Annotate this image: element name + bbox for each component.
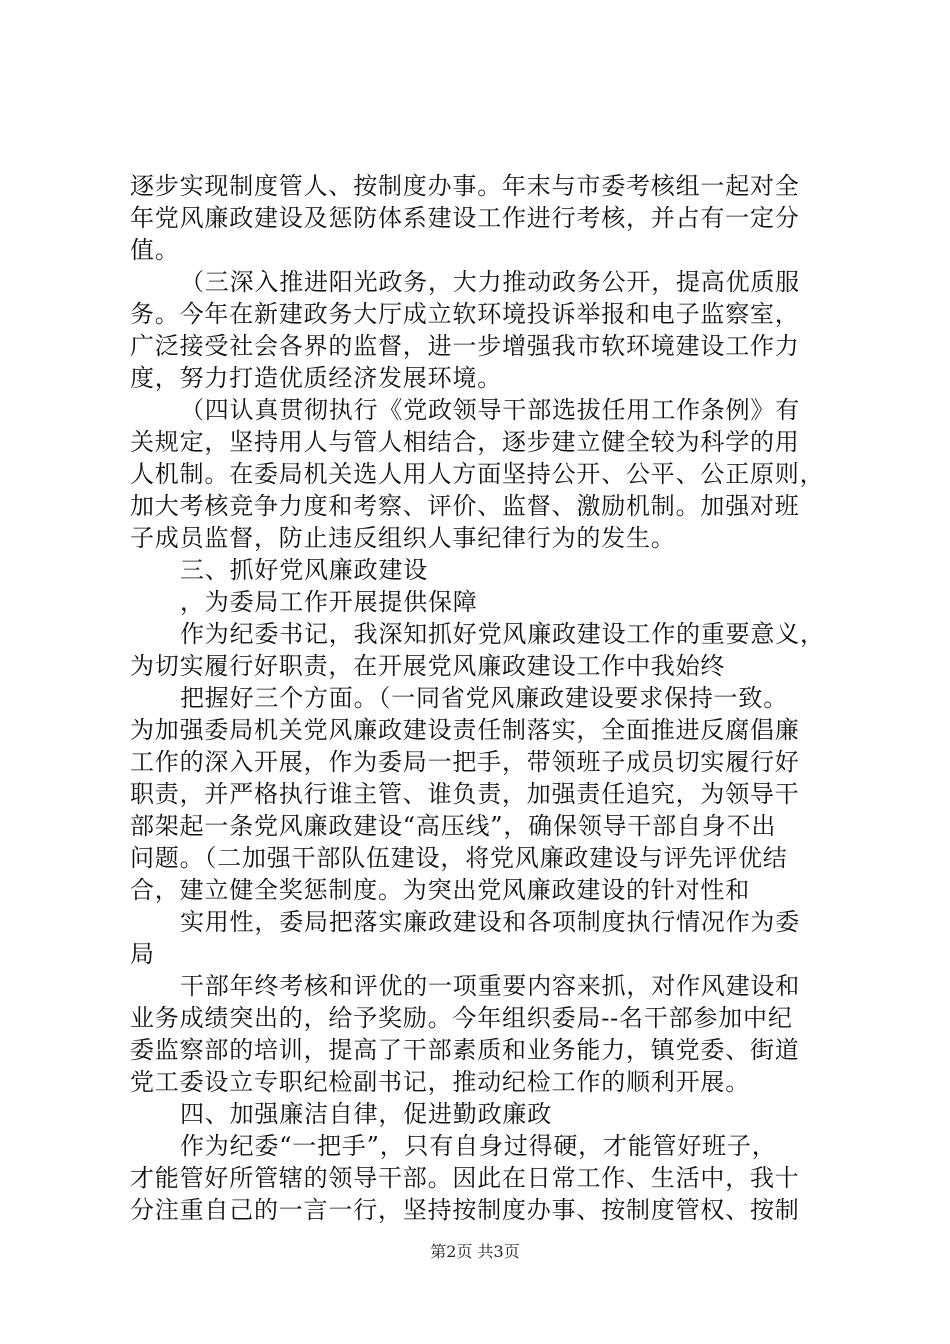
text-line: 部架起一条党风廉政建设“高压线”，确保领导干部自身不出	[130, 812, 777, 840]
text-line: 值。	[130, 236, 180, 264]
text-line: 委监察部的培训，提高了干部素质和业务能力，镇党委、街道	[130, 1036, 800, 1064]
text-line: 职责，并严格执行谁主管、谁负责，加强责任追究，为领导干	[130, 780, 800, 808]
text-line: （三深入推进阳光政务，大力推动政务公开，提高优质服	[180, 268, 800, 296]
text-line: 实用性，委局把落实廉政建设和各项制度执行情况作为委	[180, 908, 800, 936]
text-line: 作为纪委“一把手”，只有自身过得硬，才能管好班子，	[180, 1132, 777, 1160]
text-line: （四认真贯彻执行《党政领导干部选拔任用工作条例》有	[180, 396, 800, 424]
text-line: 问题。（二加强干部队伍建设，将党风廉政建设与评先评优结	[130, 844, 788, 872]
text-line: 子成员监督，防止违反组织人事纪律行为的发生。	[130, 524, 676, 552]
text-line: 度，努力打造优质经济发展环境。	[130, 364, 502, 392]
text-line: 合，建立健全奖惩制度。为突出党风廉政建设的针对性和	[130, 876, 750, 904]
text-line: 业务成绩突出的，给予奖励。今年组织委局--名干部参加中纪	[130, 1004, 793, 1032]
text-line: 才能管好所管辖的领导干部。因此在日常工作、生活中，我十	[130, 1164, 800, 1192]
text-line: 分注重自己的一言一行，坚持按制度办事、按制度管权、按制	[130, 1196, 800, 1224]
text-line: ，为委局工作开展提供保障	[180, 588, 478, 616]
text-line: 为切实履行好职责，在开展党风廉政建设工作中我始终	[130, 652, 726, 680]
text-line: 广泛接受社会各界的监督，进一步增强我市软环境建设工作力	[130, 332, 800, 360]
text-line: 工作的深入开展，作为委局一把手，带领班子成员切实履行好	[130, 748, 800, 776]
text-line: 为加强委局机关党风廉政建设责任制落实，全面推进反腐倡廉	[130, 716, 800, 744]
text-line: 四、加强廉洁自律，促进勤政廉政	[180, 1100, 552, 1128]
text-line: 加大考核竞争力度和考察、评价、监督、激励机制。加强对班	[130, 492, 800, 520]
text-line: 党工委设立专职纪检副书记，推动纪检工作的顺利开展。	[130, 1068, 750, 1096]
text-line: 务。今年在新建政务大厅成立软环境投诉举报和电子监察室，	[130, 300, 800, 328]
document-body	[130, 170, 830, 1226]
text-line: 局	[130, 940, 155, 968]
text-line: 人机制。在委局机关选人用人方面坚持公开、公平、公正原则，	[130, 460, 825, 488]
text-line: 把握好三个方面。（一同省党风廉政建设要求保持一致。	[180, 684, 788, 712]
text-line: 干部年终考核和评优的一项重要内容来抓，对作风建设和	[180, 972, 800, 1000]
text-line: 作为纪委书记，我深知抓好党风廉政建设工作的重要意义，	[180, 620, 825, 648]
text-line: 关规定，坚持用人与管人相结合，逐步建立健全较为科学的用	[130, 428, 800, 456]
page-footer: 第2页 共3页	[430, 1242, 520, 1261]
text-line: 三、抓好党风廉政建设	[180, 556, 428, 584]
text-line: 年党风廉政建设及惩防体系建设工作进行考核，并占有一定分	[130, 204, 800, 232]
text-line: 逐步实现制度管人、按制度办事。年末与市委考核组一起对全	[130, 172, 800, 200]
